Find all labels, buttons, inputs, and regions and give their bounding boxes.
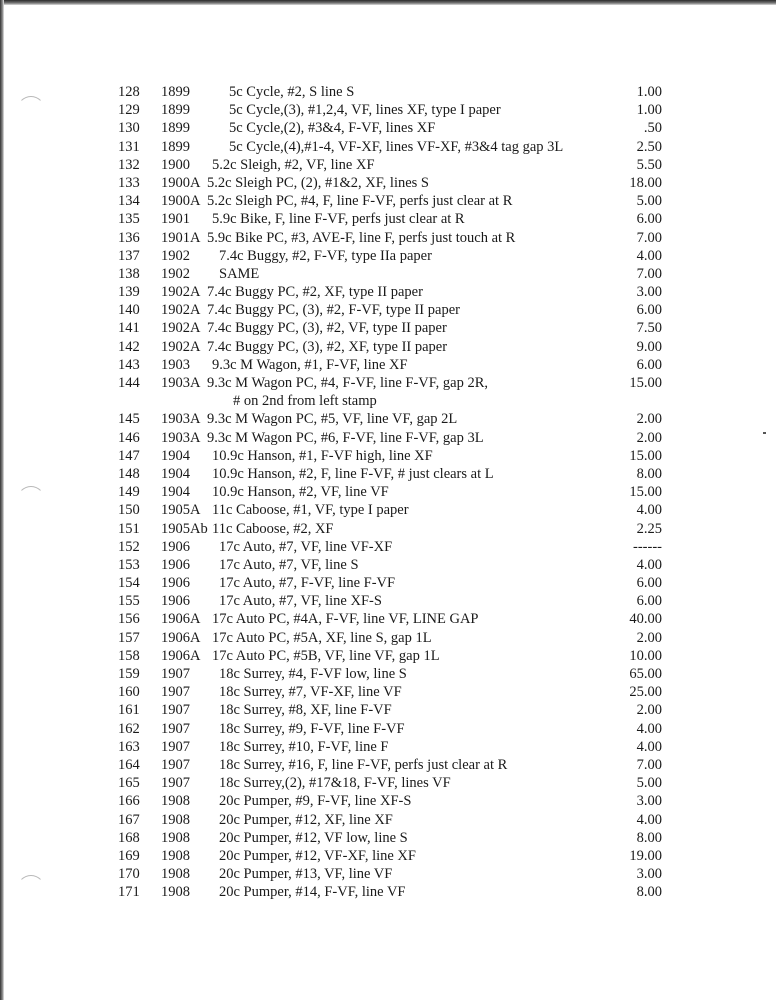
description-line: SAME <box>219 265 260 282</box>
lot-description <box>207 229 515 247</box>
description-line: 10.9c Hanson, #1, F-VF high, line XF <box>212 447 433 464</box>
catalog-number: 1903A <box>161 429 201 446</box>
lot-description <box>207 338 447 356</box>
lot-price: 40.00 <box>629 611 662 628</box>
list-row <box>118 119 662 137</box>
catalog-number: 1903 <box>161 356 190 373</box>
catalog-number: 1905Ab <box>161 520 208 537</box>
description-line: 5.2c Sleigh, #2, VF, line XF <box>212 156 375 173</box>
lot-description <box>207 174 429 192</box>
lot-description <box>207 283 423 301</box>
list-row <box>118 338 662 356</box>
list-row <box>118 556 662 574</box>
description-line: 18c Surrey, #9, F-VF, line F-VF <box>219 720 405 737</box>
list-row <box>118 829 662 847</box>
description-line: 9.3c M Wagon PC, #6, F-VF, line F-VF, gap 3L <box>207 429 484 446</box>
lot-description <box>219 865 392 883</box>
catalog-number: 1908 <box>161 793 190 810</box>
lot-number: 148 <box>118 465 140 482</box>
lot-number: 132 <box>118 156 140 173</box>
catalog-number: 1903A <box>161 411 201 428</box>
list-row <box>118 229 662 247</box>
description-line: 17c Auto PC, #5A, XF, line S, gap 1L <box>212 629 432 646</box>
lot-description <box>229 101 501 119</box>
list-row <box>118 465 662 483</box>
list-row <box>118 610 662 628</box>
list-row <box>118 483 662 501</box>
lot-number: 155 <box>118 593 140 610</box>
description-line: 18c Surrey, #4, F-VF low, line S <box>219 666 407 683</box>
lot-price: 25.00 <box>629 684 662 701</box>
description-line: 20c Pumper, #12, VF-XF, line XF <box>219 847 416 864</box>
list-row <box>118 574 662 592</box>
description-line: 20c Pumper, #14, F-VF, line VF <box>219 884 406 901</box>
list-row <box>118 247 662 265</box>
description-line: 20c Pumper, #9, F-VF, line XF-S <box>219 793 412 810</box>
lot-description <box>207 410 457 428</box>
list-row <box>118 138 662 156</box>
lot-number: 164 <box>118 756 140 773</box>
lot-description <box>207 301 460 319</box>
lot-price: 6.00 <box>636 593 662 610</box>
description-line: 7.4c Buggy PC, (3), #2, XF, type II paper <box>207 338 448 355</box>
lot-description <box>219 247 432 265</box>
list-row <box>118 429 662 447</box>
catalog-number: 1902A <box>161 338 201 355</box>
lot-description <box>212 501 409 519</box>
lot-description <box>229 119 435 137</box>
lot-price: 5.50 <box>636 156 662 173</box>
lot-number: 137 <box>118 247 140 264</box>
lot-number: 146 <box>118 429 140 446</box>
list-row <box>118 756 662 774</box>
lot-price: 6.00 <box>636 356 662 373</box>
lot-price: 4.00 <box>636 247 662 264</box>
lot-number: 142 <box>118 338 140 355</box>
description-line: 17c Auto, #7, VF, line VF-XF <box>219 538 393 555</box>
lot-number: 162 <box>118 720 140 737</box>
lot-description <box>212 210 465 228</box>
list-row <box>118 629 662 647</box>
catalog-number: 1908 <box>161 811 190 828</box>
lot-number: 158 <box>118 647 140 664</box>
lot-number: 141 <box>118 320 140 337</box>
lot-price: 7.50 <box>636 320 662 337</box>
lot-number: 168 <box>118 829 140 846</box>
lot-number: 143 <box>118 356 140 373</box>
lot-price: 6.00 <box>636 302 662 319</box>
catalog-number: 1907 <box>161 756 190 773</box>
lot-description <box>219 701 392 719</box>
description-line: 18c Surrey, #8, XF, line F-VF <box>219 702 392 719</box>
description-line: 5.9c Bike, F, line F-VF, perfs just clear at R <box>212 211 465 228</box>
lot-price: 8.00 <box>636 465 662 482</box>
lot-price: 3.00 <box>636 866 662 883</box>
lot-price: ------ <box>633 538 662 555</box>
catalog-number: 1899 <box>161 120 190 137</box>
lot-description <box>212 447 433 465</box>
description-line: 18c Surrey, #10, F-VF, line F <box>219 738 389 755</box>
lot-price: 2.25 <box>636 520 662 537</box>
lot-number: 128 <box>118 84 140 100</box>
lot-price: 7.00 <box>636 229 662 246</box>
lot-price: 4.00 <box>636 738 662 755</box>
description-line: 5c Cycle,(2), #3&4, F-VF, lines XF <box>229 120 436 137</box>
lot-price: 3.00 <box>636 793 662 810</box>
catalog-number: 1903A <box>161 375 201 391</box>
catalog-number: 1899 <box>161 102 190 119</box>
lot-number: 167 <box>118 811 140 828</box>
list-row <box>118 501 662 519</box>
scan-edge-top <box>0 0 776 5</box>
lot-number: 152 <box>118 538 140 555</box>
catalog-number: 1906A <box>161 647 201 664</box>
lot-number: 138 <box>118 265 140 282</box>
lot-description <box>212 156 375 174</box>
list-row <box>118 156 662 174</box>
lot-number: 150 <box>118 502 140 519</box>
list-row <box>118 210 662 228</box>
lot-description <box>212 647 440 665</box>
lot-number: 144 <box>118 375 140 391</box>
catalog-number: 1901A <box>161 229 201 246</box>
catalog-number: 1906 <box>161 538 190 555</box>
list-row <box>118 83 662 101</box>
lot-number: 156 <box>118 611 140 628</box>
description-line: 11c Caboose, #1, VF, type I paper <box>212 502 409 519</box>
description-line: 20c Pumper, #12, VF low, line S <box>219 829 408 846</box>
lot-number: 169 <box>118 847 140 864</box>
description-line: 7.4c Buggy PC, #2, XF, type II paper <box>207 284 423 301</box>
list-row <box>118 520 662 538</box>
lot-price: 2.00 <box>636 411 662 428</box>
catalog-number: 1906A <box>161 611 201 628</box>
description-line: 5.2c Sleigh PC, (2), #1&2, XF, lines S <box>207 174 429 191</box>
list-row <box>118 647 662 665</box>
lot-number: 133 <box>118 174 140 191</box>
description-line: 7.4c Buggy PC, (3), #2, F-VF, type II paper <box>207 302 460 319</box>
lot-description <box>219 683 402 701</box>
lot-price: 6.00 <box>636 211 662 228</box>
lot-number: 157 <box>118 629 140 646</box>
catalog-number: 1908 <box>161 884 190 901</box>
lot-price: 1.00 <box>636 102 662 119</box>
lot-price: 2.00 <box>636 702 662 719</box>
list-row <box>118 883 662 901</box>
list-row <box>118 265 662 283</box>
lot-price: 15.00 <box>629 484 662 501</box>
list-row <box>118 192 662 210</box>
list-row <box>118 701 662 719</box>
scan-speck <box>763 432 766 434</box>
punch-hole-mark-middle <box>17 486 45 514</box>
catalog-number: 1907 <box>161 775 190 792</box>
list-row <box>118 865 662 883</box>
lot-price: 2.00 <box>636 429 662 446</box>
catalog-number: 1899 <box>161 138 190 155</box>
description-line: 10.9c Hanson, #2, F, line F-VF, # just clears at L <box>212 465 494 482</box>
lot-description <box>229 138 563 156</box>
lot-description <box>207 374 488 410</box>
lot-price: 5.00 <box>636 775 662 792</box>
catalog-number: 1902A <box>161 320 201 337</box>
lot-description <box>212 356 408 374</box>
lot-number: 165 <box>118 775 140 792</box>
list-row <box>118 447 662 465</box>
description-line: 17c Auto PC, #4A, F-VF, line VF, LINE GAP <box>212 611 479 628</box>
lot-number: 147 <box>118 447 140 464</box>
lot-number: 171 <box>118 884 140 901</box>
description-line: 10.9c Hanson, #2, VF, line VF <box>212 484 389 501</box>
description-line: 20c Pumper, #13, VF, line VF <box>219 866 393 883</box>
lot-number: 166 <box>118 793 140 810</box>
lot-price: 4.00 <box>636 811 662 828</box>
description-line: 18c Surrey,(2), #17&18, F-VF, lines VF <box>219 775 451 792</box>
lot-price: 4.00 <box>636 720 662 737</box>
list-row <box>118 319 662 337</box>
description-line: 18c Surrey, #16, F, line F-VF, perfs just clear at R <box>219 756 508 773</box>
lot-description <box>229 83 354 101</box>
lot-price: .50 <box>643 120 662 137</box>
lot-number: 160 <box>118 684 140 701</box>
description-line: 5c Cycle,(3), #1,2,4, VF, lines XF, type I paper <box>229 102 501 119</box>
lot-price: 15.00 <box>629 375 662 391</box>
catalog-number: 1907 <box>161 702 190 719</box>
lot-price: 4.00 <box>636 556 662 573</box>
list-row <box>118 283 662 301</box>
lot-number: 149 <box>118 484 140 501</box>
description-line: 17c Auto, #7, VF, line S <box>219 556 359 573</box>
description-line: 5c Cycle,(4),#1-4, VF-XF, lines VF-XF, #3&4 tag gap 3L <box>229 138 564 155</box>
catalog-number: 1907 <box>161 684 190 701</box>
description-line: 20c Pumper, #12, XF, line XF <box>219 811 393 828</box>
catalog-number: 1904 <box>161 465 190 482</box>
list-row <box>118 738 662 756</box>
list-row <box>118 665 662 683</box>
lot-description <box>219 738 388 756</box>
list-row <box>118 847 662 865</box>
catalog-number: 1907 <box>161 666 190 683</box>
description-line: 9.3c M Wagon, #1, F-VF, line XF <box>212 356 408 373</box>
lot-price: 7.00 <box>636 756 662 773</box>
lot-number: 135 <box>118 211 140 228</box>
lot-description <box>212 483 389 501</box>
description-line: 7.4c Buggy, #2, F-VF, type IIa paper <box>219 247 432 264</box>
lot-price: 19.00 <box>629 847 662 864</box>
lot-description <box>219 756 507 774</box>
catalog-number: 1901 <box>161 211 190 228</box>
lot-price: 2.00 <box>636 629 662 646</box>
catalog-number: 1907 <box>161 738 190 755</box>
lot-description <box>219 847 416 865</box>
catalog-number: 1900A <box>161 174 201 191</box>
lot-price: 8.00 <box>636 884 662 901</box>
lot-description <box>219 265 259 283</box>
list-row <box>118 301 662 319</box>
lot-description <box>219 538 392 556</box>
lot-price: 18.00 <box>629 174 662 191</box>
lot-description <box>212 610 479 628</box>
lot-description <box>207 429 484 447</box>
punch-hole-mark-top <box>17 96 45 124</box>
description-line: 17c Auto, #7, F-VF, line F-VF <box>219 575 396 592</box>
description-line: 11c Caboose, #2, XF <box>212 520 334 537</box>
lot-price: 6.00 <box>636 575 662 592</box>
lot-number: 145 <box>118 411 140 428</box>
catalog-number: 1908 <box>161 829 190 846</box>
punch-hole-mark-bottom <box>17 875 45 903</box>
lot-price: 10.00 <box>629 647 662 664</box>
list-row <box>118 792 662 810</box>
catalog-number: 1906 <box>161 575 190 592</box>
lot-number: 130 <box>118 120 140 137</box>
catalog-number: 1902A <box>161 284 201 301</box>
catalog-number: 1906A <box>161 629 201 646</box>
lot-price: 1.00 <box>636 84 662 100</box>
lot-description <box>219 574 395 592</box>
catalog-number: 1902 <box>161 265 190 282</box>
lot-price: 9.00 <box>636 338 662 355</box>
lot-description <box>212 465 494 483</box>
lot-price: 15.00 <box>629 447 662 464</box>
catalog-number: 1902 <box>161 247 190 264</box>
description-line: 7.4c Buggy PC, (3), #2, VF, type II paper <box>207 320 447 337</box>
catalog-number: 1906 <box>161 556 190 573</box>
lot-number: 154 <box>118 575 140 592</box>
catalog-number: 1907 <box>161 720 190 737</box>
description-line-continued: # on 2nd from left stamp <box>233 393 377 410</box>
lot-description <box>219 792 411 810</box>
list-row <box>118 374 662 410</box>
description-line: 17c Auto, #7, VF, line XF-S <box>219 593 382 610</box>
catalog-number: 1905A <box>161 502 201 519</box>
lot-description <box>212 520 334 538</box>
lot-description <box>219 556 359 574</box>
list-row <box>118 683 662 701</box>
lot-price: 3.00 <box>636 284 662 301</box>
lot-price: 65.00 <box>629 666 662 683</box>
lot-number: 159 <box>118 666 140 683</box>
lot-price: 4.00 <box>636 502 662 519</box>
catalog-number: 1900A <box>161 193 201 210</box>
lot-description <box>207 319 447 337</box>
lot-description <box>219 883 406 901</box>
lot-number: 129 <box>118 102 140 119</box>
lot-description <box>219 829 408 847</box>
lot-price: 2.50 <box>636 138 662 155</box>
description-line: 5.2c Sleigh PC, #4, F, line F-VF, perfs just clear at R <box>207 193 513 210</box>
list-row <box>118 174 662 192</box>
lot-description <box>219 720 405 738</box>
scan-edge-left <box>0 0 4 1000</box>
lot-price: 5.00 <box>636 193 662 210</box>
description-line: 9.3c M Wagon PC, #4, F-VF, line F-VF, gap 2R, <box>207 375 489 391</box>
description-line: 5c Cycle, #2, S line S <box>229 84 355 100</box>
list-row <box>118 356 662 374</box>
catalog-number: 1902A <box>161 302 201 319</box>
lot-number: 134 <box>118 193 140 210</box>
description-line: 18c Surrey, #7, VF-XF, line VF <box>219 684 402 701</box>
list-row <box>118 720 662 738</box>
catalog-number: 1904 <box>161 484 190 501</box>
list-row <box>118 538 662 556</box>
catalog-number: 1906 <box>161 593 190 610</box>
lot-price: 7.00 <box>636 265 662 282</box>
lot-number: 163 <box>118 738 140 755</box>
lot-number: 140 <box>118 302 140 319</box>
catalog-number: 1908 <box>161 847 190 864</box>
lot-description <box>219 811 393 829</box>
description-line: 17c Auto PC, #5B, VF, line VF, gap 1L <box>212 647 440 664</box>
lot-number: 136 <box>118 229 140 246</box>
catalog-number: 1900 <box>161 156 190 173</box>
lot-number: 161 <box>118 702 140 719</box>
lot-number: 170 <box>118 866 140 883</box>
lot-number: 131 <box>118 138 140 155</box>
lot-description <box>212 629 432 647</box>
catalog-number: 1899 <box>161 84 190 100</box>
list-row <box>118 410 662 428</box>
lot-number: 151 <box>118 520 140 537</box>
list-row <box>118 592 662 610</box>
list-row <box>118 774 662 792</box>
lot-price: 8.00 <box>636 829 662 846</box>
catalog-number: 1908 <box>161 866 190 883</box>
lot-description <box>219 665 407 683</box>
catalog-number: 1904 <box>161 447 190 464</box>
description-line: 9.3c M Wagon PC, #5, VF, line VF, gap 2L <box>207 411 458 428</box>
list-row <box>118 811 662 829</box>
lot-number: 153 <box>118 556 140 573</box>
price-list <box>118 83 662 901</box>
lot-description <box>219 592 382 610</box>
description-line: 5.9c Bike PC, #3, AVE-F, line F, perfs just touch at R <box>207 229 516 246</box>
list-row <box>118 101 662 119</box>
lot-number: 139 <box>118 284 140 301</box>
lot-description <box>207 192 512 210</box>
lot-description <box>219 774 451 792</box>
